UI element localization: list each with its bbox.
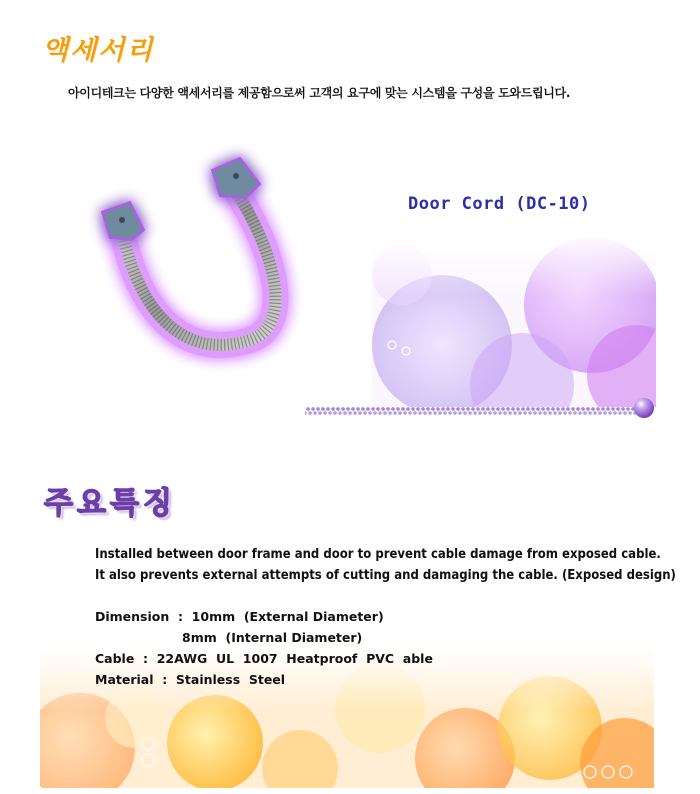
feature-description: [95, 544, 676, 586]
decorative-bubble-background: [372, 235, 656, 407]
features-heading: 주요특징: [44, 486, 176, 521]
product-image: [70, 140, 330, 400]
spec-dimension-internal: 8mm (Internal Diameter): [95, 630, 363, 645]
decorative-ball-icon: [634, 398, 654, 418]
decorative-beaded-line-lower: [305, 410, 638, 416]
spec-material: Material : Stainless Steel: [95, 672, 286, 687]
spec-cable: Cable : 22AWG UL 1007 Heatproof PVC able: [95, 651, 433, 666]
page-title: 액세서리: [42, 35, 155, 66]
door-cord-illustration: [70, 140, 330, 400]
spec-dimension-external: Dimension : 10mm (External Diameter): [95, 609, 384, 624]
description-line: Installed between door frame and door to prevent cable damage from exposed cable.: [95, 547, 661, 562]
product-title: Door Cord (DC-10): [408, 194, 591, 214]
page-subtitle: 아이디테크는 다양한 액세서리를 제공함으로써 고객의 요구에 맞는 시스템을 구성을 도와드립니다.: [68, 86, 571, 100]
spec-list: [95, 606, 433, 690]
description-line: It also prevents external attempts of cutting and damaging the cable. (Exposed design): [95, 568, 676, 583]
